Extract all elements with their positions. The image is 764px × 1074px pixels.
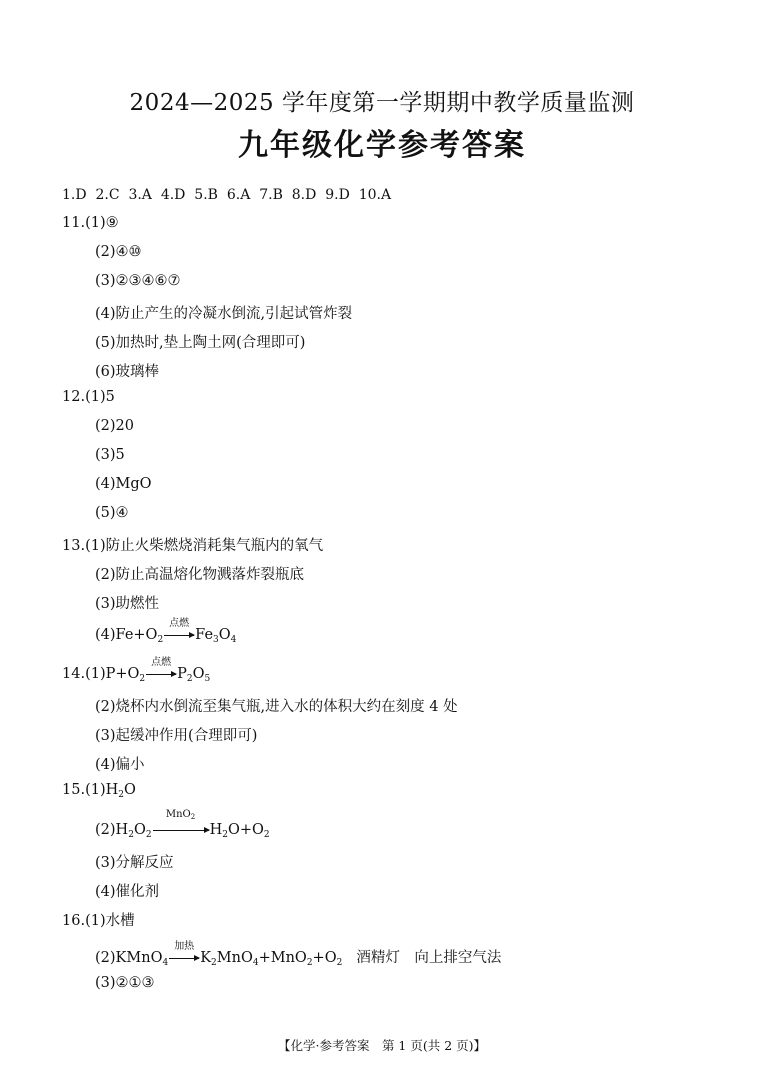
q14-a1-label: (1)	[85, 666, 106, 682]
q12-line1	[62, 389, 115, 405]
reaction-arrow-icon	[153, 809, 209, 838]
q13-a4-rhs-sub1: 3	[213, 635, 219, 645]
q15-a2-lhs-sub1: 2	[128, 830, 134, 840]
reaction-arrow-icon	[169, 941, 199, 966]
q15-a2-cond-text: MnO	[165, 809, 191, 820]
q12-answer-3: (3)5	[95, 447, 125, 463]
q13-a4-label: (4)	[95, 627, 116, 643]
q16-answer-1: (1)水槽	[85, 913, 135, 929]
q12-answer-2: (2)20	[95, 418, 134, 434]
q13-answer-2: (2)防止高温熔化物溅落炸裂瓶底	[95, 567, 305, 583]
q14-number: 14.	[62, 666, 86, 682]
q14-a1-rhs-sub2: 5	[204, 674, 211, 684]
q15-line1	[62, 782, 136, 798]
q16-a2-rhs-c: +MnO	[258, 950, 307, 966]
q13-a4-condition: 点燃	[169, 618, 190, 629]
q15-answer-4: (4)催化剂	[95, 884, 160, 900]
q14-a1-rhs-sub1: 2	[186, 674, 193, 684]
q13-answer-1: (1)防止火柴燃烧消耗集气瓶内的氧气	[85, 538, 324, 554]
q15-number: 15.	[62, 782, 86, 798]
q14-a1-rhs-a: P	[177, 666, 187, 682]
q11-answer-5: (5)加热时,垫上陶土网(合理即可)	[95, 335, 306, 351]
q16-a2-rhs-d: +O	[312, 950, 337, 966]
q13-answer-3: (3)助燃性	[95, 596, 160, 612]
q14-a1-condition: 点燃	[151, 657, 172, 668]
q16-a2-label: (2)	[95, 950, 116, 966]
q13-a4-rhs-sub2: 4	[230, 635, 237, 645]
q13-number: 13.	[62, 538, 86, 554]
q15-a2-lhs-b: O	[133, 822, 146, 838]
q16-a2-rhs-sub4: 2	[336, 958, 343, 968]
q16-line1	[62, 909, 135, 930]
q15-a2-lhs-a: H	[115, 822, 129, 838]
q16-a2-lhs-a: KMnO	[115, 950, 163, 966]
q15-a2-cond-sub: 2	[190, 813, 196, 821]
q11-answer-2: (2)④⑩	[95, 244, 142, 260]
q16-a2-rhs-sub1: 2	[211, 958, 217, 968]
q15-answer-2	[95, 809, 270, 840]
q13-a4-lhs-sub: 2	[157, 635, 164, 645]
q15-answer-3: (3)分解反应	[95, 855, 174, 871]
mc-answers: 1.D 2.C 3.A 4.D 5.B 6.A 7.B 8.D 9.D 10.A	[62, 187, 392, 203]
q16-a2-rhs-a: K	[200, 950, 212, 966]
q16-a2-rhs-b: MnO	[216, 950, 253, 966]
q15-a2-rhs-a: H	[209, 822, 223, 838]
q14-answer-4: (4)偏小	[95, 757, 145, 773]
page-footer: 【化学·参考答案 第 1 页(共 2 页)】	[277, 1038, 487, 1053]
q12-answer-4: (4)MgO	[95, 476, 152, 492]
q11-answer-3: (3)②③④⑥⑦	[95, 273, 181, 289]
q11-answer-4: (4)防止产生的冷凝水倒流,引起试管炸裂	[95, 306, 353, 322]
q16-answer-2	[95, 941, 502, 968]
q13-line1	[62, 534, 323, 555]
reaction-arrow-icon	[164, 618, 194, 643]
q16-a2-rhs-sub2: 4	[252, 958, 259, 968]
q15-a1-b: O	[124, 782, 136, 798]
q13-a4-lhs: Fe+O	[115, 627, 158, 643]
q14-a1-lhs-sub: 2	[139, 674, 146, 684]
q14-a1-lhs: P+O	[105, 666, 140, 682]
q15-a2-rhs-sub2: 2	[263, 830, 270, 840]
reaction-arrow-icon	[146, 657, 176, 682]
q11-line1	[62, 215, 119, 231]
q13-answer-4	[95, 618, 237, 645]
q14-a1-rhs-b: O	[192, 666, 205, 682]
q16-a2-tail: 酒精灯 向上排空气法	[356, 950, 502, 966]
q15-a2-condition	[153, 809, 209, 820]
q14-answer-2: (2)烧杯内水倒流至集气瓶,进入水的体积大约在刻度 4 处	[95, 699, 458, 715]
q13-a4-rhs-b: O	[218, 627, 231, 643]
q15-a2-label: (2)	[95, 822, 116, 838]
q15-a2-rhs-sub1: 2	[222, 830, 228, 840]
q14-answer-3: (3)起缓冲作用(合理即可)	[95, 728, 258, 744]
header-title: 九年级化学参考答案	[238, 128, 526, 163]
q15-a2-lhs-sub2: 2	[145, 830, 152, 840]
q15-a2-rhs-b: O+O	[227, 822, 264, 838]
q15-a1-sub: 2	[118, 790, 124, 800]
q14-line1	[62, 657, 211, 684]
q11-answer-1: (1)⑨	[85, 215, 119, 231]
header-line1: 2024—2025 学年度第一学期期中教学质量监测	[129, 90, 635, 116]
q13-a4-rhs-a: Fe	[195, 627, 214, 643]
q16-a2-lhs-sub: 4	[162, 958, 169, 968]
q11-answer-6: (6)玻璃棒	[95, 364, 160, 380]
q16-a2-rhs-sub3: 2	[306, 958, 313, 968]
q12-answer-5: (5)④	[95, 505, 129, 521]
q12-number: 12.	[62, 389, 86, 405]
q16-a2-condition: 加热	[174, 941, 195, 952]
q16-answer-3: (3)②①③	[95, 975, 155, 991]
q12-answer-1: (1)5	[85, 389, 115, 405]
q15-a1-a: H	[105, 782, 119, 798]
q16-number: 16.	[62, 913, 86, 929]
q15-a1-label: (1)	[85, 782, 106, 798]
q11-number: 11.	[62, 215, 86, 231]
